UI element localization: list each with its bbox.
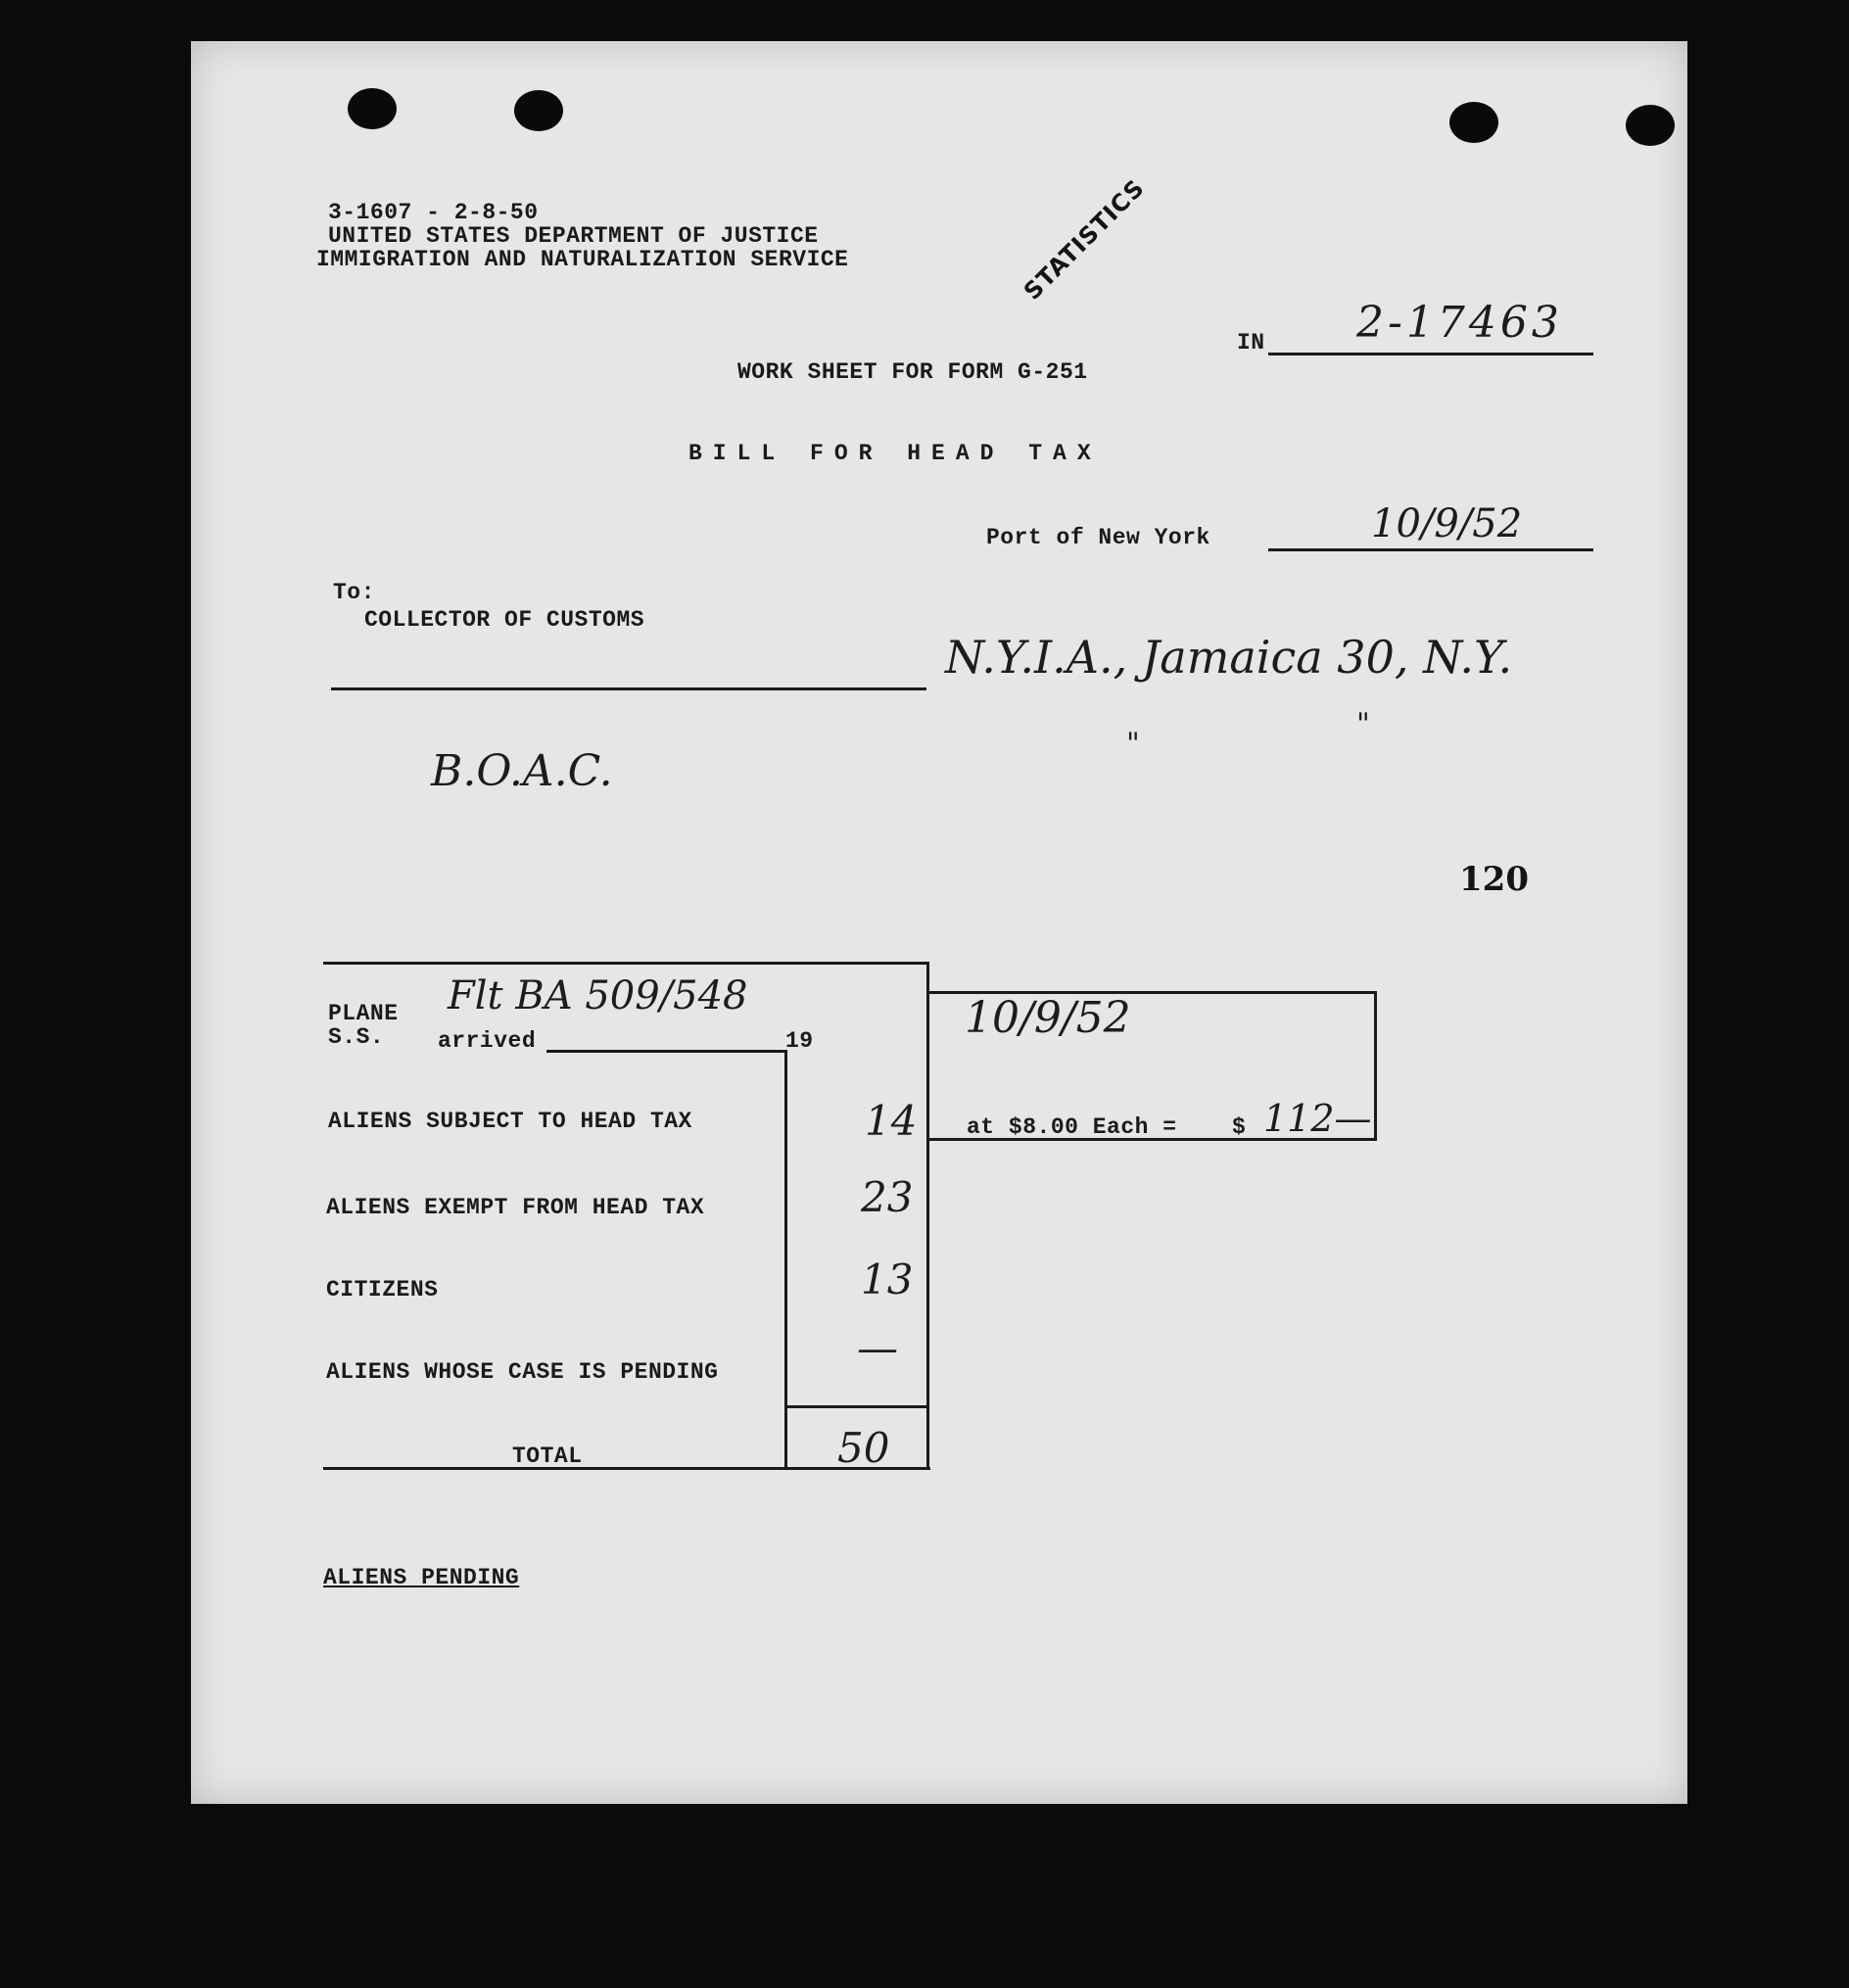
punch-hole-1	[348, 88, 397, 129]
row-value-pending: —	[857, 1324, 898, 1372]
punch-hole-2	[514, 90, 563, 131]
recipient-underline	[331, 687, 926, 690]
total-value: 50	[837, 1424, 890, 1472]
file-number-prefix: IN	[1237, 330, 1265, 355]
port-date: 10/9/52	[1371, 501, 1523, 546]
punch-hole-4	[1626, 105, 1675, 146]
total-divider	[784, 1405, 928, 1408]
port-label: Port of New York	[986, 525, 1210, 550]
row-value-citizens: 13	[861, 1255, 914, 1303]
row-label-pending: ALIENS WHOSE CASE IS PENDING	[326, 1359, 719, 1385]
row-value-subject: 14	[865, 1097, 918, 1145]
row-value-exempt: 23	[861, 1173, 914, 1221]
vessel-right-border	[926, 962, 929, 1469]
port-date-underline	[1268, 548, 1593, 551]
carrier-name: B.O.A.C.	[431, 746, 613, 796]
worksheet-title: WORK SHEET FOR FORM G-251	[737, 359, 1088, 385]
ditto-mark-1: "	[1126, 727, 1140, 761]
aliens-pending-heading: ALIENS PENDING	[323, 1565, 520, 1590]
year-prefix: 19	[785, 1028, 814, 1054]
row-label-exempt: ALIENS EXEMPT FROM HEAD TAX	[326, 1195, 705, 1220]
arrival-date: 10/9/52	[965, 993, 1131, 1043]
service-name: IMMIGRATION AND NATURALIZATION SERVICE	[316, 247, 849, 272]
arrived-underline	[546, 1050, 786, 1053]
department-name: UNITED STATES DEPARTMENT OF JUSTICE	[328, 223, 819, 249]
to-label: To:	[333, 580, 375, 605]
file-number-underline	[1268, 353, 1593, 355]
total-label: TOTAL	[512, 1444, 583, 1469]
amount-prefix: $	[1232, 1114, 1247, 1140]
row-label-subject: ALIENS SUBJECT TO HEAD TAX	[328, 1109, 692, 1134]
bill-title: BILL FOR HEAD TAX	[688, 441, 1102, 466]
table-top-rule	[323, 962, 928, 965]
row-label-citizens: CITIZENS	[326, 1277, 439, 1302]
ss-label: S.S.	[328, 1024, 385, 1050]
document-page	[191, 41, 1687, 1804]
statistics-stamp: STATISTICS	[1019, 173, 1151, 306]
flight-number: Flt BA 509/548	[448, 973, 748, 1018]
head-tax-amount: 112—	[1263, 1097, 1372, 1140]
recipient-name: COLLECTOR OF CUSTOMS	[364, 607, 645, 633]
page-stamp-number: 120	[1459, 860, 1529, 899]
ditto-mark-2: "	[1356, 707, 1370, 741]
rate-text: at $8.00 Each =	[967, 1114, 1177, 1140]
arrived-label: arrived	[438, 1028, 537, 1054]
punch-hole-3	[1449, 102, 1498, 143]
form-code: 3-1607 - 2-8-50	[328, 200, 539, 225]
plane-label: PLANE	[328, 1001, 399, 1026]
recipient-location: N.Y.I.A., Jamaica 30, N.Y.	[945, 631, 1513, 684]
rate-box-right	[1374, 991, 1377, 1140]
file-number-value: 2-17463	[1356, 298, 1563, 348]
